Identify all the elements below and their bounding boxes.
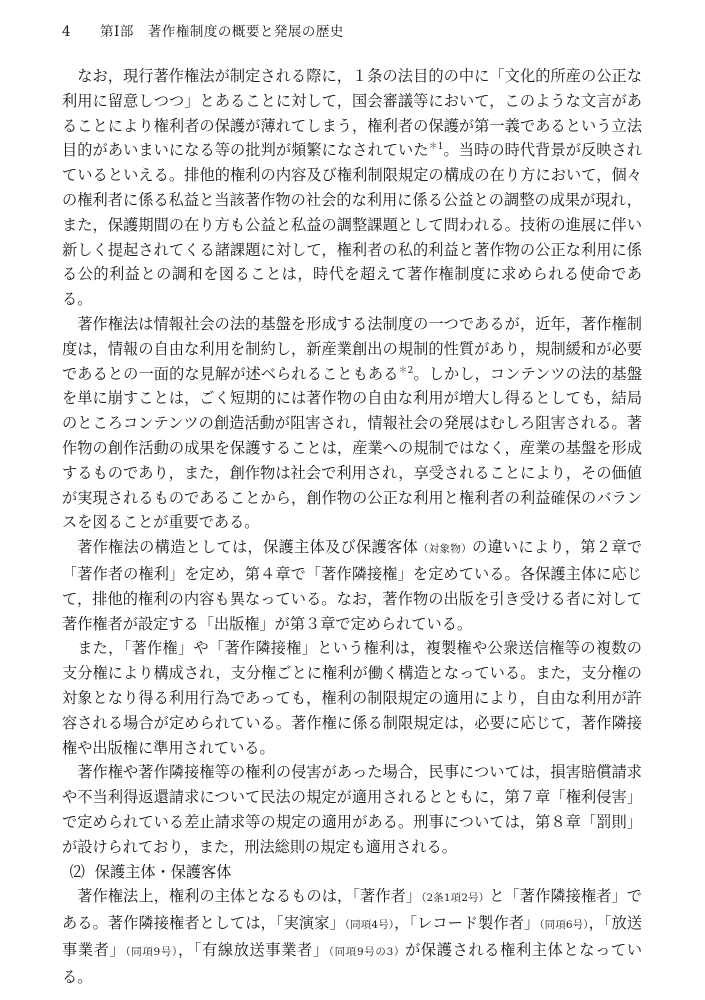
section-heading: [62, 860, 642, 885]
text-run: 著作権法は情報社会の法的基盤を形成する法制度の一つであるが，近年，著作権制度は，情報の自由な利用を制約し，新産業創出の規制的性質があり，規制緩和が必要であるとの一面的な見解が述べられることもある: [62, 314, 642, 383]
citation-note: （同項6号）: [539, 919, 589, 932]
citation-note: （同項4号）: [344, 919, 395, 932]
text-run: 著作権法上，権利の主体となるものは，「著作者」: [77, 887, 422, 906]
paragraph: [62, 636, 642, 760]
citation-note: （2条1項2号）: [421, 892, 490, 905]
running-header: [62, 20, 344, 40]
paragraph: [62, 312, 642, 535]
running-title: 第Ⅰ部 著作権制度の概要と発展の歴史: [100, 24, 344, 40]
text-run: ，「レコード製作者」: [394, 914, 540, 933]
text-run: が保護される権利主体となっている。: [62, 940, 643, 986]
footnote-ref: ＊1: [428, 142, 444, 153]
text-run: また，「著作権」や「著作隣接権」という権利は，複製権や公衆送信権等の複数の支分権により構成され，支分権ごとに権利が働く構造となっている。また，支分権の対象となり得る利用行為であっても，権利の制限規定の適用により，自由な利用が許容される場合が定められている。著作権に係る制限規定は，必要に応じて，著作隣接権や出版権に準用されている。: [62, 639, 642, 757]
text-run: と「著作隣接権者」である。著作隣接権者としては，「実演家」: [62, 887, 642, 933]
citation-note: （対象物）: [417, 543, 472, 556]
section-number: ⑵: [69, 862, 85, 881]
page-number: 4: [62, 24, 72, 40]
citation-note: （同項9号）: [125, 945, 178, 958]
text-run: の違いにより，第２章で「著作者の権利」を定め，第４章で「著作隣接権」を定めている。各保護主体に応じて，排他的権利の内容も異なっている。なお，著作物の出版を引き受ける者に対して著作権者が設定する「出版権」が第３章で定められている。: [62, 538, 643, 633]
paragraph: [62, 884, 642, 989]
text-run: 。しかし，コンテンツの法的基盤を単に崩すことは，ごく短期的には著作物の自由な利用が増大し得るとしても，結局のところコンテンツの創造活動が阻害され，情報社会の発展はむしろ阻害される。著作物の創作活動の成果を保護することは，産業への規制ではなく，産業の基盤を形成するものであり，また，創作物は社会で利用され，享受されることにより，その価値が実現されるものであることから，創作物の公正な利用と権利者の利益確保のバランスを図ることが重要である。: [62, 364, 643, 532]
text-run: 著作権や著作隣接権等の権利の侵害があった場合，民事については，損害賠償請求や不当利得返還請求について民法の規定が適用されるとともに，第７章「権利侵害」で定められている差止請求等の規定の適用がある。刑事については，第８章「罰則」が設けられており，また，刑法総則の規定も適用される。: [62, 763, 642, 856]
citation-note: （同項9号の3）: [328, 945, 406, 958]
text-run: ，「放送事業者」: [62, 914, 643, 959]
paragraph: [62, 64, 642, 312]
text-run: なお，現行著作権法が制定される際に，１条の法目的の中に「文化的所産の公正な利用に留意しつつ」とあることに対して，国会審議等において，このような文言があることにより権利者の保護が薄れてしまう，権利者の保護が第一義であるという立法目的があいまいになる等の批判が頻繁になされていた: [62, 67, 642, 160]
text-run: 。当時の時代背景が反映されているといえる。排他的権利の内容及び権利制限規定の構成の在り方において，個々の権利者に係る私益と当該著作物の社会的な利用に係る公益との調整の成果が現れ，また，保護期間の在り方も公益と私益の調整課題として問われる。技術の進展に伴い新しく提起されてくる諸課題に対して，権利者の私的利益と著作物の公正な利用に係る公的利益との調和を図ることは，時代を超えて著作権制度に求められる使命である。: [62, 141, 643, 309]
section-title: 保護主体・保護客体: [94, 862, 232, 881]
paragraph: [62, 535, 642, 636]
text-run: 著作権法の構造としては，保護主体及び保護客体: [77, 538, 418, 557]
paragraph: [62, 760, 642, 859]
text-run: ，「有線放送事業者」: [177, 940, 329, 959]
document-body: [62, 64, 642, 989]
footnote-ref: ＊2: [398, 365, 414, 376]
paragraph-list: [62, 64, 642, 860]
